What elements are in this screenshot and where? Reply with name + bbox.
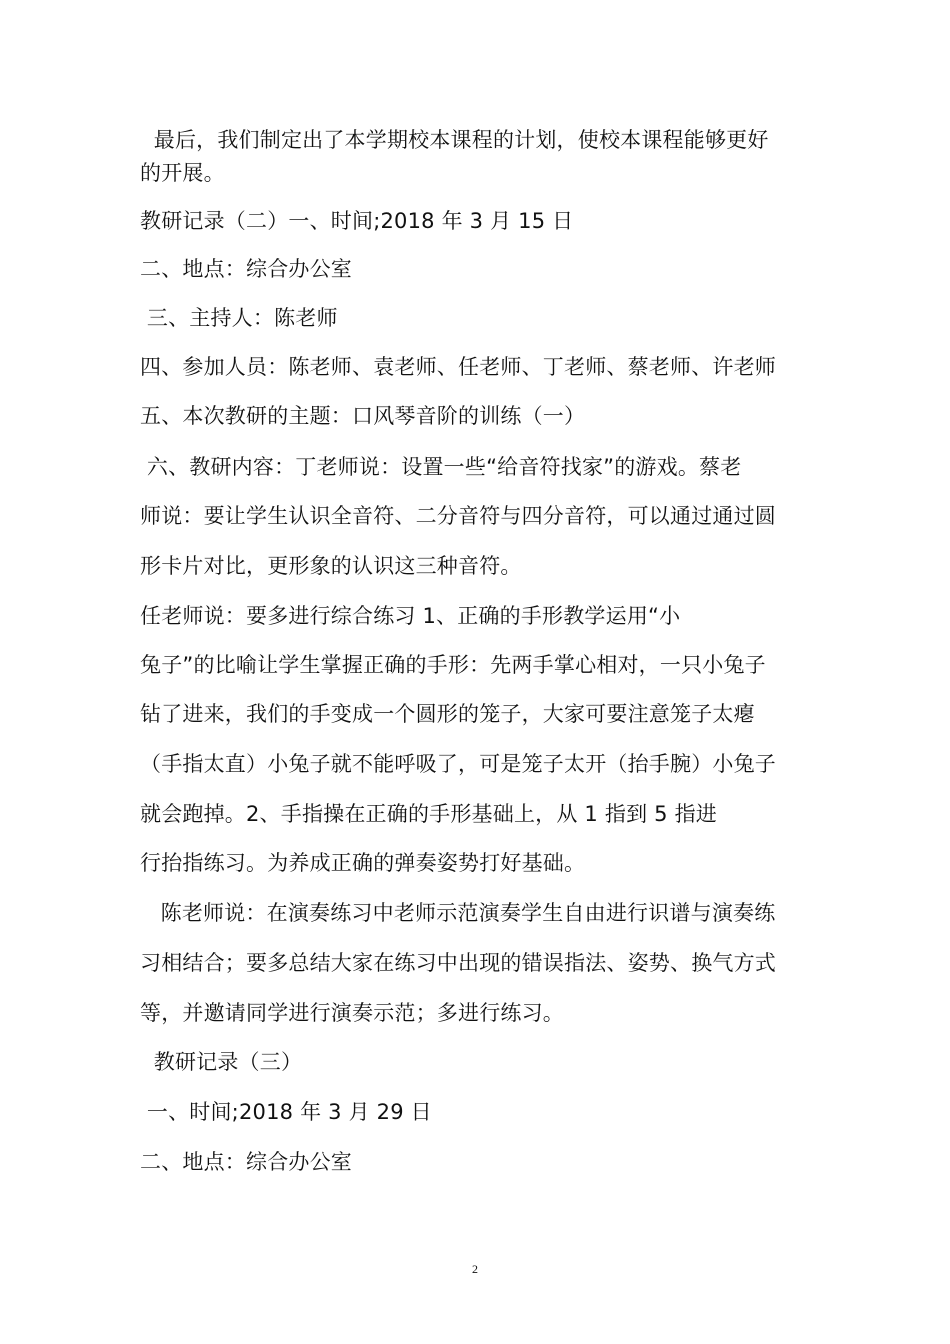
page-number: 2 bbox=[472, 1262, 478, 1276]
paragraph-line: 四、参加人员：陈老师、袁老师、任老师、丁老师、蔡老师、许老师 bbox=[140, 355, 776, 379]
paragraph-line: 任老师说：要多进行综合练习 1、正确的手形教学运用“小 bbox=[140, 604, 681, 628]
paragraph-line: 行抬指练习。为养成正确的弹奏姿势打好基础。 bbox=[140, 851, 586, 875]
paragraph-line: 钻了进来，我们的手变成一个圆形的笼子，大家可要注意笼子太瘪 bbox=[140, 702, 755, 726]
paragraph-line: 习相结合；要多总结大家在练习中出现的错误指法、姿势、换气方式 bbox=[140, 951, 776, 975]
paragraph-line: 等，并邀请同学进行演奏示范；多进行练习。 bbox=[140, 1001, 564, 1025]
section-heading: 教研记录（二）一、时间;2018 年 3 月 15 日 bbox=[140, 209, 574, 233]
paragraph-line: （手指太直）小兔子就不能呼吸了，可是笼子太开（抬手腕）小兔子 bbox=[140, 752, 776, 776]
paragraph-line: 二、地点：综合办公室 bbox=[140, 257, 352, 281]
paragraph-line: 六、教研内容：丁老师说：设置一些“给音符找家”的游戏。蔡老 bbox=[140, 455, 742, 479]
paragraph-line: 三、主持人：陈老师 bbox=[140, 306, 338, 330]
paragraph-line: 最后，我们制定出了本学期校本课程的计划，使校本课程能够更好 bbox=[140, 128, 769, 152]
paragraph-line: 一、时间;2018 年 3 月 29 日 bbox=[140, 1100, 432, 1124]
paragraph-line: 五、本次教研的主题：口风琴音阶的训练（一） bbox=[140, 404, 586, 428]
paragraph-line: 兔子”的比喻让学生掌握正确的手形：先两手掌心相对，一只小兔子 bbox=[140, 653, 766, 677]
paragraph-line: 师说：要让学生认识全音符、二分音符与四分音符，可以通过通过圆 bbox=[140, 504, 776, 528]
paragraph-line: 陈老师说：在演奏练习中老师示范演奏学生自由进行识谱与演奏练 bbox=[140, 901, 776, 925]
section-heading: 教研记录（三） bbox=[140, 1050, 303, 1074]
paragraph-line: 的开展。 bbox=[140, 161, 225, 185]
paragraph-line: 二、地点：综合办公室 bbox=[140, 1150, 352, 1174]
paragraph-line: 形卡片对比，更形象的认识这三种音符。 bbox=[140, 554, 522, 578]
paragraph-line: 就会跑掉。2、手指操在正确的手形基础上，从 1 指到 5 指进 bbox=[140, 802, 717, 826]
